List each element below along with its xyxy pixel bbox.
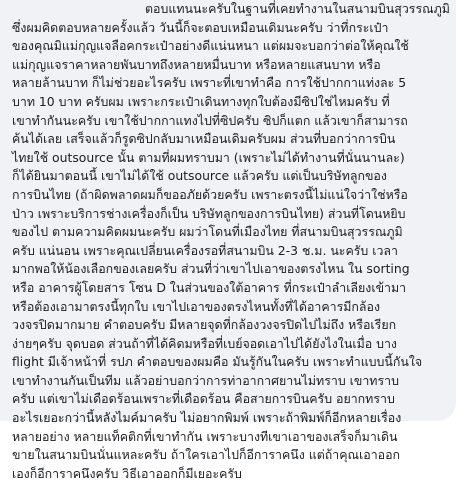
comment-line: ไทยใช้ outsource นั้น ตามที่ผมทราบมา (เพราะไม่ได้ทำงานที่นั่นนานละ): [12, 149, 405, 165]
comment-text: [12, 0, 450, 483]
comment-line: หลายล้านบาท ก็ไม่ช่วยอะไรครับ เพราะที่เขาทำคือ การใช้ปากกาแท่งละ 5: [12, 75, 407, 91]
comment-line: ตอบแทนนะครับในฐานที่เคยทำงานในสนามบินสุวรรณภูมิ: [145, 1, 450, 16]
comment-line: ของไป ตามความคิดผมนะครับ ผมว่าโดนที่เมืองไทย ที่สนามบินสุวรรณภูมิ: [12, 224, 403, 240]
comment-line: ก็ได้ยินมาตอนนี้ เขาไม่ได้ใช้ outsource แล้วครับ แต่เป็นบริษัทลูกของ: [12, 168, 387, 184]
comment-line: เองก็อีการาคนึงครับ วิธีเอาออกก็มีเยอะครับ: [12, 465, 242, 481]
comment-line: แม่กุญแจราคาหลายพันบาทถึงหลายหมื่นบาท หรือหลายแสนบาท หรือ: [12, 56, 381, 72]
comment-line: เขาทำกันนะครับ เขาใช้ปากกาแทงไปที่ซิปครับ ซิปก็แตก แล้วเขาก็สามารถ: [12, 112, 408, 128]
comment-line: หรือต้องเอามาตรงนี้ทุกใบ เขาไปเอาของตรงไหนทั้งที่ได้อาคารมีกล้อง: [12, 298, 381, 314]
comment-line: ป่าว เพราะบริการช่างเครื่องก็เป็น บริษัทลูกของการบินไทย) ส่วนที่โดนหยิบ: [12, 205, 406, 221]
comment-line: การบินไทย (ถ้าผิดพลาดผมก็ขออภัยด้วยครับ เพราะตรงนี้ไม่แน่ใจว่าใช่หรือ: [12, 186, 408, 202]
comment-line: วงจรปิดมากมาย คำตอบครับ มีหลายจุดที่กล้องวงจรปิดไปไม่ถึง หรือเรียก: [12, 317, 397, 333]
comment-line: ง่ายๆครับ จุดบอด ส่วนถ้าที่ได้คิดมหรือที่เบย์จอดเอาไปได้ยังไงในเมื่อ บาง: [12, 335, 397, 351]
comment-line: ค้นได้เลย เสร็จแล้วก็รูดซิปกลับมาเหมือนเดิมครับผม ส่วนที่บอกว่าการบิน: [12, 131, 396, 147]
comment-line: บาท 10 บาท ครับผม เพราะกระเป๋าเดินทางทุกใบต้องมีซิปใช่ไหมครับ ที่: [12, 93, 390, 109]
comment-line: มากพอให้น้องเลือกของเลยครับ ส่วนที่ว่าเขาไปเอาของตรงไหน ใน sorting: [12, 261, 410, 277]
comment-line: อะไรเยอะกว่านี้หลังไมค์มาครับ ไม่อยากพิมพ์ เพราะถ้าพิมพ์ก็อีกหลายเรื่อง: [12, 410, 402, 426]
comment-line: ขายในสนามบินนั่นแหละครับ ถ้าใครเอาไปก็อีการาคนึง แต่ถ้าคุณเอาออก: [12, 447, 401, 463]
comment-line: ซึ่งผมคิดตอบหลายครั้งแล้ว วันนี้ก็จะตอบเหมือนเดิมนะครับ ว่าที่กระเป๋า: [12, 19, 389, 35]
comment-line: ของคุณมิแม่กุญแจลือคกระเป๋าอย่างดีแน่นหนา แต่ผมจะบอกว่าต่อให้คุณใช้: [12, 38, 409, 54]
comment-line: เขาทำงานกันเป็นทีม แล้วอย่าบอกว่าการท่าอากาศยานไม่ทราบ เขาทราบ: [12, 372, 399, 388]
comment-line: หลายอย่าง หลายแท็คติกที่เขาทำกัน เพราะบางทีเขาเอาของเสร็จก็มาเดิน: [12, 428, 398, 444]
comment-line: flight มีเจ้าหน้าที่ รปภ คำตอบของผมคือ มันรู้กันในครับ เพราะทำแบบนี้กันใจ: [12, 354, 423, 370]
comment-line: หรือ อาคารผู้โดยสาร โซน D ในส่วนของใต้อาคาร ที่กระเป๋าลำเลียงเข้ามา: [12, 279, 407, 295]
comment-line: ครับ แน่นอน เพราะคุณเปลี่ยนเครื่องรอที่สนามบิน 2-3 ช.ม. นะครับ เวลา: [12, 242, 398, 258]
comment-line: ครับ แต่เขาไม่เดือดร้อนเพราะที่เดือดร้อน คือสายการบินครับ อยากทราบ: [12, 391, 395, 407]
